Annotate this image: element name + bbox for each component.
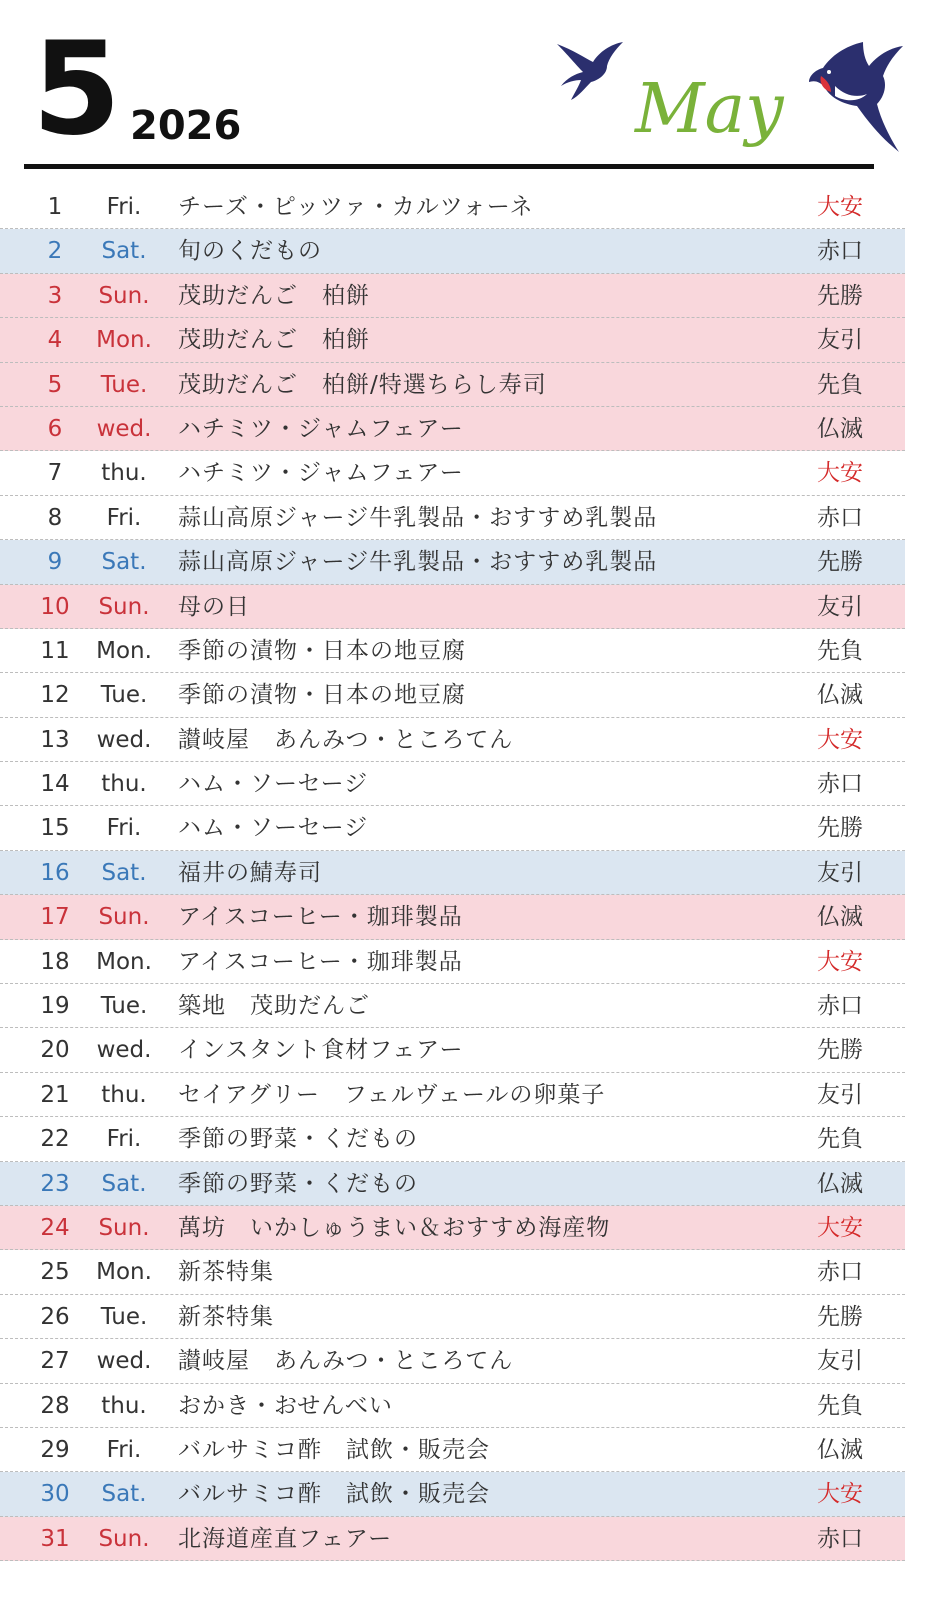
day-number: 29 xyxy=(40,1436,70,1463)
day-number: 5 xyxy=(47,371,63,398)
month-number: 5 xyxy=(32,15,122,164)
swallow-icon xyxy=(555,40,625,102)
day-of-week: Fri. xyxy=(106,194,142,220)
calendar-row xyxy=(0,1295,905,1339)
calendar-row xyxy=(0,1162,905,1206)
day-of-week: Mon. xyxy=(96,637,152,664)
day-of-week: wed. xyxy=(96,1348,152,1375)
calendar-row xyxy=(0,629,905,673)
month-name: May xyxy=(635,70,784,149)
day-number: 3 xyxy=(47,282,63,309)
event-text: バルサミコ酢 試飲・販売会 xyxy=(178,1436,490,1463)
day-of-week: Sat. xyxy=(101,1170,147,1197)
rokuyo-label: 大安 xyxy=(817,194,863,220)
calendar-row xyxy=(0,496,905,540)
header-rule xyxy=(24,164,874,169)
rokuyo-label: 先負 xyxy=(817,1126,863,1153)
event-text: セイアグリー フェルヴェールの卵菓子 xyxy=(178,1081,606,1108)
day-of-week: Sun. xyxy=(98,1214,150,1241)
calendar-row xyxy=(0,1517,905,1561)
rokuyo-label: 友引 xyxy=(817,593,863,620)
day-number: 30 xyxy=(40,1481,70,1508)
calendar-row xyxy=(0,1073,905,1117)
rokuyo-label: 友引 xyxy=(817,327,863,354)
day-of-week: Mon. xyxy=(96,1259,152,1286)
day-of-week: Sun. xyxy=(98,282,150,309)
rokuyo-label: 先勝 xyxy=(817,549,863,576)
day-number: 31 xyxy=(40,1525,70,1552)
rokuyo-label: 仏滅 xyxy=(817,904,863,931)
day-number: 13 xyxy=(40,726,70,753)
event-text: アイスコーヒー・珈琲製品 xyxy=(178,904,463,931)
day-of-week: Sun. xyxy=(98,593,150,620)
day-of-week: Fri. xyxy=(106,815,142,842)
calendar-row xyxy=(0,1028,905,1072)
day-number: 26 xyxy=(40,1303,70,1330)
rokuyo-label: 先勝 xyxy=(817,1303,863,1330)
event-text: 旬のくだもの xyxy=(178,238,322,265)
event-text: 季節の野菜・くだもの xyxy=(178,1126,418,1153)
calendar-row xyxy=(0,1117,905,1161)
event-text: アイスコーヒー・珈琲製品 xyxy=(178,948,463,975)
day-number: 1 xyxy=(47,194,63,220)
day-of-week: Fri. xyxy=(106,1436,142,1463)
day-of-week: Sun. xyxy=(98,904,150,931)
event-text: ハチミツ・ジャムフェアー xyxy=(178,460,464,487)
day-number: 24 xyxy=(40,1214,70,1241)
day-number: 25 xyxy=(40,1259,70,1286)
rokuyo-label: 先勝 xyxy=(817,815,863,842)
day-of-week: Sat. xyxy=(101,1481,147,1508)
calendar-row xyxy=(0,585,905,629)
rokuyo-label: 先負 xyxy=(817,371,863,398)
day-of-week: thu. xyxy=(101,1081,147,1108)
event-text: ハチミツ・ジャムフェアー xyxy=(178,415,464,442)
rokuyo-label: 赤口 xyxy=(817,1259,863,1286)
day-of-week: Tue. xyxy=(100,682,148,709)
rokuyo-label: 大安 xyxy=(817,726,863,753)
calendar-row xyxy=(0,718,905,762)
rokuyo-label: 仏滅 xyxy=(817,1170,863,1197)
day-number: 22 xyxy=(40,1126,70,1153)
event-text: 蒜山高原ジャージ牛乳製品・おすすめ乳製品 xyxy=(178,504,658,531)
calendar-row xyxy=(0,1472,905,1516)
day-of-week: Sun. xyxy=(98,1525,150,1552)
day-number: 10 xyxy=(40,593,70,620)
rokuyo-label: 友引 xyxy=(817,1348,863,1375)
calendar-row xyxy=(0,851,905,895)
event-text: バルサミコ酢 試飲・販売会 xyxy=(178,1481,490,1508)
day-number: 19 xyxy=(40,993,70,1020)
day-number: 9 xyxy=(47,549,63,576)
calendar-row xyxy=(0,984,905,1028)
day-of-week: Mon. xyxy=(96,327,152,354)
rokuyo-label: 大安 xyxy=(817,460,863,487)
event-text: おかき・おせんべい xyxy=(178,1392,393,1419)
calendar-row xyxy=(0,363,905,407)
day-of-week: wed. xyxy=(96,726,152,753)
day-number: 14 xyxy=(40,771,70,798)
day-of-week: wed. xyxy=(96,415,152,442)
rokuyo-label: 仏滅 xyxy=(817,1436,863,1463)
event-text: ハム・ソーセージ xyxy=(178,815,369,842)
event-text: 新茶特集 xyxy=(178,1259,274,1286)
day-number: 28 xyxy=(40,1392,70,1419)
day-of-week: Fri. xyxy=(106,504,142,531)
calendar-row xyxy=(0,318,905,362)
day-of-week: Tue. xyxy=(100,1303,148,1330)
event-text: 築地 茂助だんご xyxy=(178,993,370,1020)
event-text: チーズ・ピッツァ・カルツォーネ xyxy=(178,194,534,220)
swallow-icon xyxy=(805,40,905,155)
rokuyo-label: 先負 xyxy=(817,637,863,664)
day-of-week: Sat. xyxy=(101,238,147,265)
event-text: 茂助だんご 柏餅/特選ちらし寿司 xyxy=(178,371,547,398)
rokuyo-label: 赤口 xyxy=(817,238,863,265)
event-text: 季節の野菜・くだもの xyxy=(178,1170,418,1197)
day-number: 6 xyxy=(47,415,63,442)
event-text: 北海道産直フェアー xyxy=(178,1525,393,1552)
calendar-row xyxy=(0,1339,905,1383)
rokuyo-label: 大安 xyxy=(817,1214,863,1241)
calendar-row xyxy=(0,540,905,584)
rokuyo-label: 友引 xyxy=(817,1081,863,1108)
day-number: 12 xyxy=(40,682,70,709)
day-number: 18 xyxy=(40,948,70,975)
rokuyo-label: 先勝 xyxy=(817,282,863,309)
day-of-week: Sat. xyxy=(101,859,147,886)
calendar-row xyxy=(0,229,905,273)
day-of-week: wed. xyxy=(96,1037,152,1064)
calendar-row xyxy=(0,806,905,850)
day-number: 4 xyxy=(47,327,63,354)
day-number: 16 xyxy=(40,859,70,886)
day-number: 15 xyxy=(40,815,70,842)
calendar-row xyxy=(0,1428,905,1472)
day-number: 17 xyxy=(40,904,70,931)
rokuyo-label: 先負 xyxy=(817,1392,863,1419)
rokuyo-label: 大安 xyxy=(817,1481,863,1508)
rokuyo-label: 仏滅 xyxy=(817,682,863,709)
event-text: インスタント食材フェアー xyxy=(178,1037,464,1064)
event-text: 蒜山高原ジャージ牛乳製品・おすすめ乳製品 xyxy=(178,549,658,576)
event-text: 讃岐屋 あんみつ・ところてん xyxy=(178,1348,514,1375)
rokuyo-label: 仏滅 xyxy=(817,415,863,442)
calendar-list xyxy=(0,185,905,1561)
event-text: 茂助だんご 柏餅 xyxy=(178,327,370,354)
calendar-header xyxy=(0,0,925,175)
calendar-row xyxy=(0,185,905,229)
day-number: 7 xyxy=(47,460,63,487)
day-of-week: thu. xyxy=(101,460,147,487)
calendar-row xyxy=(0,451,905,495)
day-number: 2 xyxy=(47,238,63,265)
calendar-row xyxy=(0,274,905,318)
calendar-row xyxy=(0,1384,905,1428)
day-number: 20 xyxy=(40,1037,70,1064)
calendar-row xyxy=(0,407,905,451)
day-of-week: Mon. xyxy=(96,948,152,975)
event-text: 福井の鯖寿司 xyxy=(178,859,322,886)
calendar-row xyxy=(0,1250,905,1294)
day-of-week: Tue. xyxy=(100,993,148,1020)
calendar-row xyxy=(0,940,905,984)
day-number: 27 xyxy=(40,1348,70,1375)
rokuyo-label: 友引 xyxy=(817,859,863,886)
calendar-row xyxy=(0,673,905,717)
rokuyo-label: 大安 xyxy=(817,948,863,975)
event-text: 讃岐屋 あんみつ・ところてん xyxy=(178,726,514,753)
day-of-week: thu. xyxy=(101,1392,147,1419)
day-of-week: Fri. xyxy=(106,1126,142,1153)
event-text: 季節の漬物・日本の地豆腐 xyxy=(178,682,466,709)
event-text: 新茶特集 xyxy=(178,1303,274,1330)
rokuyo-label: 赤口 xyxy=(817,771,863,798)
event-text: ハム・ソーセージ xyxy=(178,771,369,798)
day-number: 23 xyxy=(40,1170,70,1197)
rokuyo-label: 赤口 xyxy=(817,1525,863,1552)
calendar-row xyxy=(0,762,905,806)
day-of-week: Sat. xyxy=(101,549,147,576)
year-label: 2026 xyxy=(130,103,242,149)
day-number: 11 xyxy=(40,637,70,664)
rokuyo-label: 赤口 xyxy=(817,504,863,531)
day-of-week: thu. xyxy=(101,771,147,798)
event-text: 母の日 xyxy=(178,593,250,620)
event-text: 萬坊 いかしゅうまい＆おすすめ海産物 xyxy=(178,1214,611,1241)
rokuyo-label: 先勝 xyxy=(817,1037,863,1064)
event-text: 季節の漬物・日本の地豆腐 xyxy=(178,637,466,664)
calendar-row xyxy=(0,895,905,939)
calendar-row xyxy=(0,1206,905,1250)
rokuyo-label: 赤口 xyxy=(817,993,863,1020)
event-text: 茂助だんご 柏餅 xyxy=(178,282,370,309)
day-number: 8 xyxy=(47,504,63,531)
day-of-week: Tue. xyxy=(100,371,148,398)
day-number: 21 xyxy=(40,1081,70,1108)
